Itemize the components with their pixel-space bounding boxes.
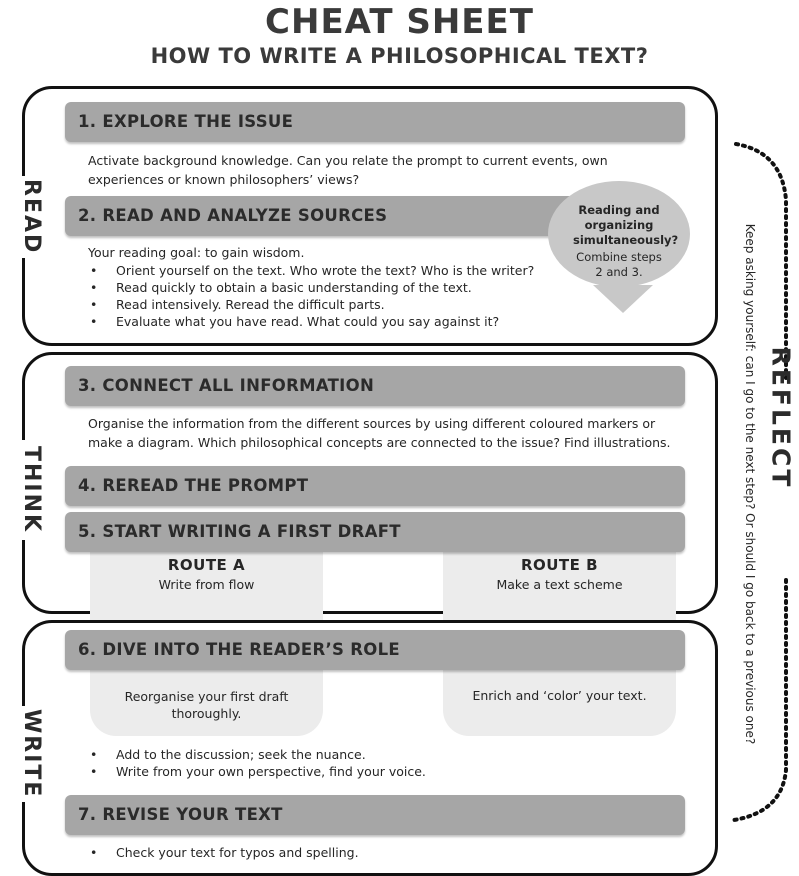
route-a-text: Write from flow — [158, 577, 255, 592]
list-item: • Evaluate what you have read. What could you say against it? — [88, 313, 558, 330]
write-label: WRITE — [0, 706, 44, 802]
step-2-header: 2. READ AND ANALYZE SOURCES — [65, 196, 605, 236]
step-3-header: 3. CONNECT ALL INFORMATION — [65, 366, 685, 406]
reflect-question: Keep asking yourself: can I go to the next step? Or should I go back to a previous one? — [743, 223, 757, 745]
page-title: CHEAT SHEET — [265, 2, 534, 42]
step-1-text: Activate background knowledge. Can you relate the prompt to current events, own experiences or known philosophers’ views? — [88, 153, 608, 187]
list-item: • Add to the discussion; seek the nuance. — [88, 746, 648, 763]
route-b-text: Make a text scheme — [496, 577, 623, 592]
step-4-header: 4. REREAD THE PROMPT — [65, 466, 685, 506]
step-6-bullets — [88, 746, 648, 780]
callout-text: Combine steps 2 and 3. — [576, 250, 662, 279]
enrich-box — [443, 660, 676, 736]
step-5-header: 5. START WRITING A FIRST DRAFT — [65, 512, 685, 552]
list-item: • Read quickly to obtain a basic understanding of the text. — [88, 279, 558, 296]
step-1-header: 1. EXPLORE THE ISSUE — [65, 102, 685, 142]
page-subtitle: HOW TO WRITE A PHILOSOPHICAL TEXT? — [150, 44, 649, 68]
step-2-goal: Your reading goal: to gain wisdom. — [88, 245, 305, 260]
reorganise-box — [90, 660, 323, 736]
step-3-text: Organise the information from the different sources by using different coloured markers or make a diagram. Which philosophical concepts are connected to the issue? Find illustrations. — [88, 416, 671, 450]
step-7-header: 7. REVISE YOUR TEXT — [65, 795, 685, 835]
list-item: • Check your text for typos and spelling. — [88, 844, 588, 861]
reorganise-text: Reorganise your first draft thoroughly. — [124, 689, 289, 721]
route-a-title: ROUTE A — [167, 556, 246, 574]
list-item: • Orient yourself on the text. Who wrote the text? Who is the writer? — [88, 262, 558, 279]
read-label: READ — [0, 176, 44, 258]
enrich-text: Enrich and ‘color’ your text. — [472, 688, 647, 703]
down-arrow-icon — [593, 285, 653, 313]
step-6-header: 6. DIVE INTO THE READER’S ROLE — [65, 630, 685, 670]
speech-bubble — [548, 181, 690, 287]
list-item: • Write from your own perspective, find your voice. — [88, 763, 648, 780]
list-item: • Read intensively. Reread the difficult parts. — [88, 296, 558, 313]
reflect-label: REFLECT — [766, 346, 796, 490]
callout-bold: Reading and organizing simultaneously? — [573, 203, 679, 247]
think-label: THINK — [0, 440, 44, 540]
step-7-bullets — [88, 844, 588, 861]
route-b-title: ROUTE B — [520, 556, 599, 574]
step-2-bullets — [88, 262, 558, 330]
